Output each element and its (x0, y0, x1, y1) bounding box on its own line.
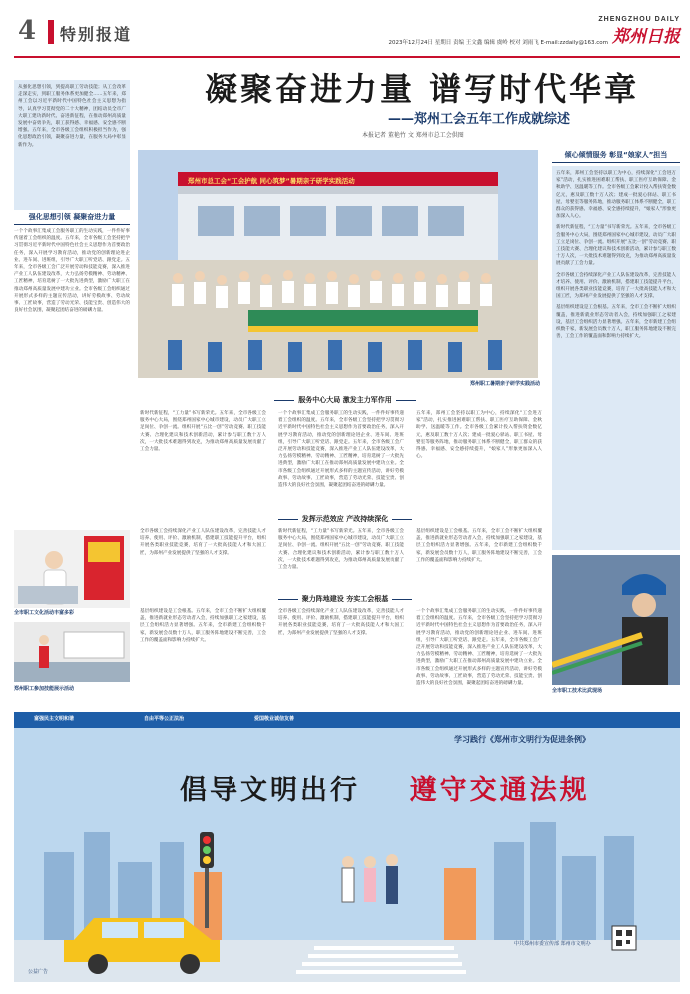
reform-col-2 (278, 528, 404, 588)
ad-credit-right: 中共郑州市委宣传部 郑州市文明办 (514, 941, 591, 947)
reform-col-3 (416, 528, 542, 588)
care-body-extra: 基层组织建设是工会根基。五年来，全市工会不断扩大组织覆盖，推进新就业形态劳动者入会，持续加强职工之家建设，基层工会组织活力显著增强。五年来，全市新建工会组织数千家，新发展会员数十万人，职工服务阵地建设不断完善，工会工作的覆盖面和影响力持续扩大。 (556, 305, 676, 340)
service-heading: 服务中心大局 激发主力军作用 (250, 395, 440, 405)
left-photo-2-caption: 郑州职工参加技能展示活动 (14, 686, 75, 692)
service-body-3: 五年来，郑州工会坚持以职工为中心，持续深化“工会进万家”活动，扎实推进困难职工帮扶、职工医疗互助保障、金秋助学、送温暖等工作。全市各级工会累计投入帮扶资金数亿元，惠及职工数十万人次；建成一批爱心驿站、职工书屋、母婴室等服务阵地，推动服务职工体系不断健全，职工群众的获得感、幸福感、安全感持续提升，“娘家人”形象更加深入人心。 (416, 411, 542, 460)
reform-body-1: 全市各级工会持续深化产业工人队伍建设改革，完善技能人才培养、使用、评价、激励机制，搭建职工技能提升平台，组织开展各类职业技能竞赛，培育了一大批高技能人才和大国工匠，为郑州产业发展提供了坚强的人才支撑。 (140, 529, 266, 556)
care-body-cont: 新时代新征程，“工力量”书写新荣光。五年来，全市各级工会服务中心大局，围绕郑州国家中心城市建设，动员广大职工立足岗位、争创一流。组织开展“五比一创”劳动竞赛、职工技能大赛、合理化建议和技术创新活动，累计参与职工数十万人次，一大批技术难题得到攻克，为推动郑州高质量发展贡献了工会力量。 (556, 225, 676, 267)
brand-english: ZHENGZHOU DAILY (598, 16, 680, 23)
base-col-1 (140, 608, 266, 706)
left-section-heading: 强化思想引领 凝聚奋进力量 (14, 212, 130, 225)
ad-credit-left: 公益广告 (28, 969, 49, 975)
left-column (14, 212, 130, 528)
base-heading: 聚力阵地建设 夯实工会根基 (250, 594, 440, 604)
intro-text: 从强化思想引领，到提高职工劳动技能；从工会改革走深走实，到职工服务体系更加健全……五年来，郑州工会以习近平新时代中国特色社会主义思想为指导，认真学习贯彻党的二十大精神，团结动员全市广大职工建功新时代、奋进新征程，在推动郑州高质量发展中奋勇争先，职工获得感、幸福感、安全感不断增强。五年来，全市各级工会组织积极担当作为，强化思想政治引领，凝聚奋进力量，在服务大局中彰显新作为。 (18, 85, 126, 148)
reform-col-1 (140, 528, 266, 588)
ad-top-strip (14, 712, 680, 728)
right-photo (552, 555, 680, 685)
care-body-more: 全市各级工会持续深化产业工人队伍建设改革，完善技能人才培养、使用、评价、激励机制，搭建职工技能提升平台，组织开展各类职业技能竞赛，培育了一大批高技能人才和大国工匠，为郑州产业发展提供了坚强的人才支撑。 (556, 272, 676, 300)
right-column (552, 150, 680, 550)
service-col-3 (416, 410, 542, 510)
section-marker (48, 20, 54, 44)
base-col-3 (416, 608, 542, 706)
ad-slogan-1: 富强民主文明和谐 (34, 716, 75, 722)
service-col-2 (278, 410, 404, 510)
ad-headline-right: 遵守交通法规 (409, 775, 590, 806)
article-subheadline: ——郑州工会五年工作成就综述 (388, 112, 571, 127)
care-body: 五年来，郑州工会坚持以职工为中心，持续深化“工会进万家”活动，扎实推进困难职工帮扶、职工医疗互助保障、金秋助学、送温暖等工作。全市各级工会累计投入帮扶资金数亿元，惠及职工数十万人次；建成一批爱心驿站、职工书屋、母婴室等服务阵地，推动服务职工体系不断健全，职工群众的获得感、幸福感、安全感持续提升，“娘家人”形象更加深入人心。 (556, 171, 676, 220)
service-col-1 (140, 410, 266, 510)
hero-banner-text: 郑州市总工会“工会护航 同心筑梦”暑期亲子研学实践活动 (188, 177, 355, 185)
issue-meta: 2023年12月24日 星期日 责编 王文鑫 编辑 虞岭 校对 刘雨飞 E-mail:zzdaily@163.com (388, 40, 608, 46)
ad-city-illustration (14, 812, 680, 982)
reform-body-2: 新时代新征程，“工力量”书写新荣光。五年来，全市各级工会服务中心大局，围绕郑州国家中心城市建设，动员广大职工立足岗位、争创一流。组织开展“五比一创”劳动竞赛、职工技能大赛、合理化建议和技术创新活动，累计参与职工数十万人次，一大批技术难题得到攻克，为推动郑州高质量发展贡献了工会力量。 (278, 529, 404, 571)
header-divider (14, 56, 680, 58)
ad-headline (180, 768, 590, 807)
care-box (552, 166, 680, 550)
care-heading: 倾心倾情服务 彰显“娘家人”担当 (552, 150, 680, 163)
left-section-body: 一个个故事汇集成工会服务职工的生动实践，一件件好事传递着工会组织的温度。五年来，全市各级工会坚持把学习贯彻习近平新时代中国特色社会主义思想作为首要政治任务，深入开展学习教育活动，推动党的创新理论进企业、进车间、进班组，引导广大职工听党话、跟党走。五年来，全市各级工会广泛开展劳动和技能竞赛，深入推进产业工人队伍建设改革，大力弘扬劳模精神、劳动精神、工匠精神，培育选树了一大批先进典型，激励广大职工在推动郑州高质量发展中建功立业。全市各级工会组织通过开展形式多样的主题宣传活动，讲好劳模故事、劳动故事、工匠故事，营造了劳动光荣、技能宝贵、创造伟大的良好社会氛围，凝聚起团结奋进的磅礴力量。 (14, 229, 130, 314)
hero-caption: 郑州职工暑期亲子研学实践活动 (469, 381, 540, 387)
section-name: 特别报道 (60, 25, 133, 44)
page-number: 4 (18, 16, 37, 46)
reform-body-3: 基层组织建设是工会根基。五年来，全市工会不断扩大组织覆盖，推进新就业形态劳动者入会，持续加强职工之家建设，基层工会组织活力显著增强。五年来，全市新建工会组织数千家，新发展会员数十万人，职工服务阵地建设不断完善，工会工作的覆盖面和影响力持续扩大。 (416, 529, 542, 563)
service-body-2: 一个个故事汇集成工会服务职工的生动实践，一件件好事传递着工会组织的温度。五年来，全市各级工会坚持把学习贯彻习近平新时代中国特色社会主义思想作为首要政治任务，深入开展学习教育活动，推动党的创新理论进企业、进车间、进班组，引导广大职工听党话、跟党走。五年来，全市各级工会广泛开展劳动和技能竞赛，深入推进产业工人队伍建设改革，大力弘扬劳模精神、劳动精神、工匠精神，培育选树了一大批先进典型，激励广大职工在推动郑州高质量发展中建功立业。全市各级工会组织通过开展形式多样的主题宣传活动，讲好劳模故事、劳动故事、工匠故事，营造了劳动光荣、技能宝贵、创造伟大的良好社会氛围，凝聚起团结奋进的磅礴力量。 (278, 411, 404, 489)
reform-heading: 发挥示范效应 产改持续深化 (250, 514, 440, 524)
left-photo-1-caption: 全市职工文化活动丰富多彩 (14, 610, 75, 616)
base-body-2: 全市各级工会持续深化产业工人队伍建设改革，完善技能人才培养、使用、评价、激励机制，搭建职工技能提升平台，组织开展各类职业技能竞赛，培育了一大批高技能人才和大国工匠，为郑州产业发展提供了坚强的人才支撑。 (278, 609, 404, 636)
intro-box (14, 80, 130, 210)
ad-headline-left: 倡导文明出行 (180, 775, 360, 806)
article-byline: 本报记者 董艳竹 文 郑州市总工会供图 (362, 132, 464, 139)
ad-slogan-2: 自由平等公正法治 (144, 716, 185, 722)
left-photo-1 (14, 530, 130, 608)
base-body-1: 基层组织建设是工会根基。五年来，全市工会不断扩大组织覆盖，推进新就业形态劳动者入会，持续加强职工之家建设，基层工会组织活力显著增强。五年来，全市新建工会组织数千家，新发展会员数十万人，职工服务阵地建设不断完善，工会工作的覆盖面和影响力持续扩大。 (140, 609, 266, 643)
ad-slogan-3: 爱国敬业诚信友善 (254, 716, 295, 722)
article-headline: 凝聚奋进力量 谱写时代华章 (205, 70, 640, 108)
base-col-2 (278, 608, 404, 706)
brand-logo-text: 郑州日报 (612, 27, 680, 47)
ad-campaign-title: 学习践行《郑州市文明行为促进条例》 (454, 734, 590, 744)
right-photo-caption: 全市职工技术比武现场 (552, 688, 603, 694)
base-body-3: 一个个故事汇集成工会服务职工的生动实践，一件件好事传递着工会组织的温度。五年来，全市各级工会坚持把学习贯彻习近平新时代中国特色社会主义思想作为首要政治任务，深入开展学习教育活动，推动党的创新理论进企业、进车间、进班组，引导广大职工听党话、跟党走。五年来，全市各级工会广泛开展劳动和技能竞赛，深入推进产业工人队伍建设改革，大力弘扬劳模精神、劳动精神、工匠精神，培育选树了一大批先进典型，激励广大职工在推动郑州高质量发展中建功立业。全市各级工会组织通过开展形式多样的主题宣传活动，讲好劳模故事、劳动故事、工匠故事，营造了劳动光荣、技能宝贵、创造伟大的良好社会氛围，凝聚起团结奋进的磅礴力量。 (416, 609, 542, 687)
left-photo-2 (14, 622, 130, 682)
service-body-1: 新时代新征程，“工力量”书写新荣光。五年来，全市各级工会服务中心大局，围绕郑州国家中心城市建设，动员广大职工立足岗位、争创一流。组织开展“五比一创”劳动竞赛、职工技能大赛、合理化建议和技术创新活动，累计参与职工数十万人次，一大批技术难题得到攻克，为推动郑州高质量发展贡献了工会力量。 (140, 411, 266, 453)
public-service-ad (14, 712, 680, 982)
page-header (14, 16, 680, 52)
